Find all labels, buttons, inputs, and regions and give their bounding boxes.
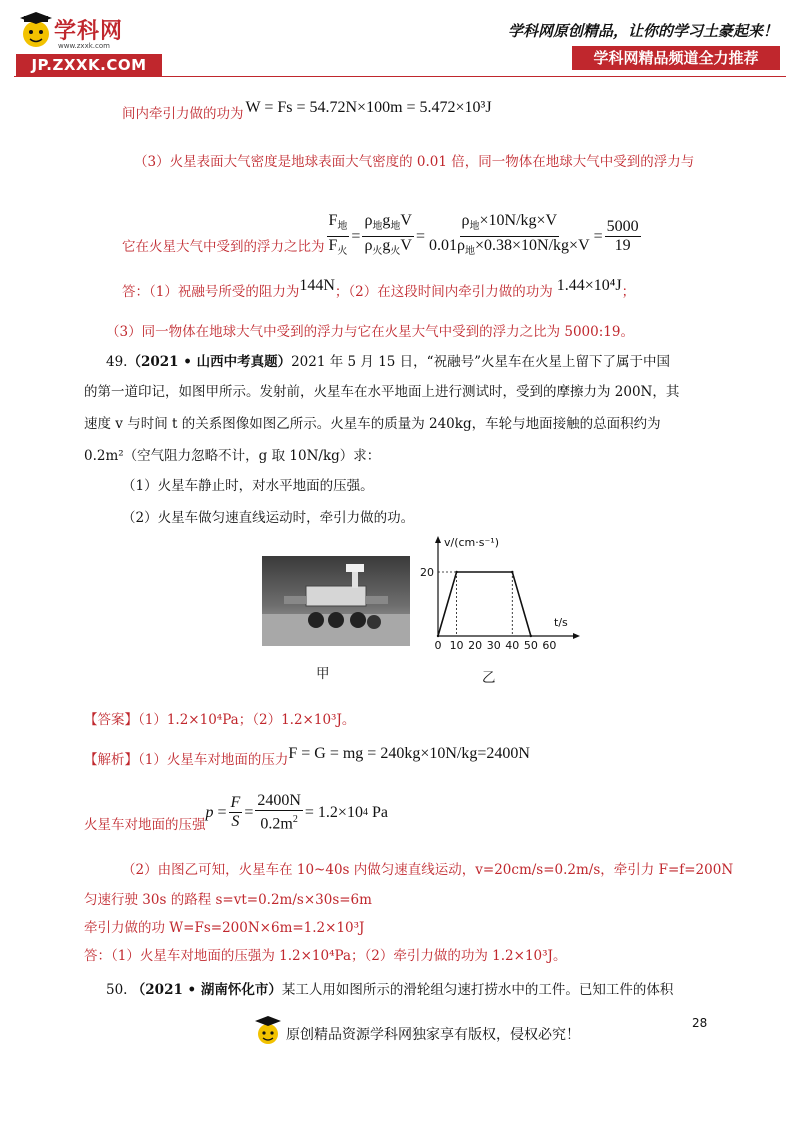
- velocity-point: [455, 571, 457, 573]
- footer-mascot-icon: [254, 1014, 282, 1048]
- y-axis-label: v/(cm·s⁻¹): [444, 536, 500, 549]
- q49-line-3: 速度 v 与时间 t 的关系图像如图乙所示。火星车的质量为 240kg，车轮与地面接触的总面积约为: [84, 416, 661, 432]
- x-tick-label: 0: [434, 639, 442, 652]
- x-tick-label: 10: [449, 639, 464, 652]
- q49-part2-line-4: 答：（1）火星车对地面的压强为 1.2×10⁴Pa；（2）牵引力做的功为 1.2×10³J。: [84, 948, 567, 964]
- q49-pressure-line: [84, 792, 388, 833]
- page-number: 28: [692, 1016, 708, 1030]
- q49-answer: 【答案】（1）1.2×10⁴Pa；（2）1.2×10³J。: [84, 712, 356, 728]
- prev-answer-1-a: 答：（1）祝融号所受的阻力为: [122, 284, 300, 300]
- q49-sub-1: （1）火星车静止时，对水平地面的压强。: [122, 478, 374, 494]
- x-axis-arrow: [573, 633, 580, 639]
- mascot-icon: [18, 12, 54, 52]
- y-tick-label: 20: [420, 566, 434, 579]
- velocity-point: [437, 635, 439, 637]
- q49-source: （2021 • 山西中考真题）: [127, 354, 292, 370]
- footer-copyright: 原创精品资源学科网独家享有版权，侵权必究！: [286, 1027, 580, 1043]
- figure-label-jia: 甲: [316, 666, 330, 682]
- rover-photo: [262, 556, 410, 646]
- velocity-time-chart: [418, 532, 588, 658]
- x-tick-label: 50: [523, 639, 538, 652]
- q49-number: 49.: [106, 354, 128, 370]
- q49-pressure-text: 火星车对地面的压强: [84, 816, 206, 833]
- prev-answer-1-c: ；: [621, 284, 636, 300]
- x-tick-label: 30: [486, 639, 501, 652]
- buoyancy-ratio-formula: $\frac{F_地}{F_火}$ = $\frac{\rho_地g_地V}{\rho_火g_火V}$ = $\frac{\rho_地\times 10N/kg\times V}{0.01\rho_地\times 0.38\times 10N/kg\times V}$ = $\frac{5000}{19}$: [328, 212, 639, 258]
- header-divider: [14, 76, 786, 77]
- site-logo[interactable]: [14, 12, 164, 76]
- prev-work-formula: W = Fs = 54.72N×100m = 5.472×10³J: [245, 99, 492, 116]
- prev-line-3-text: 它在火星大气中受到的浮力之比为: [122, 238, 325, 255]
- prev-line-1-text: 间内牵引力做的功为: [122, 106, 244, 122]
- q49-text-1: 2021 年 5 月 15 日，“祝融号”火星车在火星上留下了属于中国: [291, 354, 670, 370]
- q49-line-1: [106, 352, 670, 372]
- x-tick-label: 20: [468, 639, 483, 652]
- logo-site: JP.ZXXK.COM: [16, 54, 162, 76]
- prev-line-1: [122, 99, 492, 124]
- prev-answer-1: [122, 277, 636, 302]
- q49-force-formula: F = G = mg = 240kg×10N/kg=2400N: [288, 745, 530, 762]
- x-tick-label: 40: [505, 639, 520, 652]
- logo-url: www.zxxk.com: [58, 42, 110, 50]
- figure-label-yi: 乙: [482, 670, 496, 686]
- x-tick-label: 60: [542, 639, 557, 652]
- x-axis-label: t/s: [554, 616, 568, 629]
- prev-line-3: [122, 212, 643, 261]
- header-slogan: 学科网原创精品，让你的学习土豪起来！: [507, 22, 778, 40]
- q49-part2-line-3: 牵引力做的功 W=Fs=200N×6m=1.2×10³J: [84, 920, 365, 936]
- q49-part2-line-1: （2）由图乙可知，火星车在 10~40s 内做匀速直线运动，v=20cm/s=0.2m/s，牵引力 F=f=200N: [122, 862, 734, 878]
- velocity-series-line: [438, 572, 531, 636]
- q49-line-2: 的第一道印记，如图甲所示。发射前，火星车在水平地面上进行测试时，受到的摩擦力为 200N，其: [84, 384, 680, 400]
- q50-line-1: [106, 980, 673, 1000]
- y-axis-arrow: [435, 536, 441, 543]
- prev-answer-2: （3）同一物体在地球大气中受到的浮力与它在火星大气中受到的浮力之比为 5000:19。: [106, 324, 634, 340]
- velocity-point: [511, 571, 513, 573]
- q50-text-1: 某工人用如图所示的滑轮组匀速打捞水中的工件。已知工件的体积: [281, 982, 674, 998]
- q49-pressure-formula: p = $\frac{F}{S}$ = $\frac{2400N}{0.2m^2}$ = 1.2×10 4 Pa: [205, 792, 388, 833]
- header-tag: 学科网精品频道全力推荐: [572, 46, 780, 70]
- q50-source: （2021 • 湖南怀化市）: [131, 982, 282, 998]
- q49-part2-line-2: 匀速行驶 30s 的路程 s=vt=0.2m/s×30s=6m: [84, 892, 372, 908]
- q49-sub-2: （2）火星车做匀速直线运动时，牵引力做的功。: [122, 510, 415, 526]
- prev-line-2: （3）火星表面大气密度是地球表面大气密度的 0.01 倍，同一物体在地球大气中受到的浮力与: [134, 154, 695, 170]
- q49-analysis: [84, 745, 530, 770]
- q49-line-4: 0.2m²（空气阻力忽略不计，g 取 10N/kg）求：: [84, 448, 381, 464]
- prev-answer-1-force: 144N: [299, 277, 335, 294]
- logo-text: 学科网: [54, 19, 124, 44]
- prev-answer-1-work: 1.44×10⁴J: [556, 277, 622, 294]
- q49-analysis-label: 【解析】（1）火星车对地面的压力: [84, 752, 289, 768]
- prev-answer-1-b: ；（2）在这段时间内牵引力做的功为: [334, 284, 553, 300]
- velocity-point: [530, 635, 532, 637]
- q50-number: 50.: [106, 982, 128, 998]
